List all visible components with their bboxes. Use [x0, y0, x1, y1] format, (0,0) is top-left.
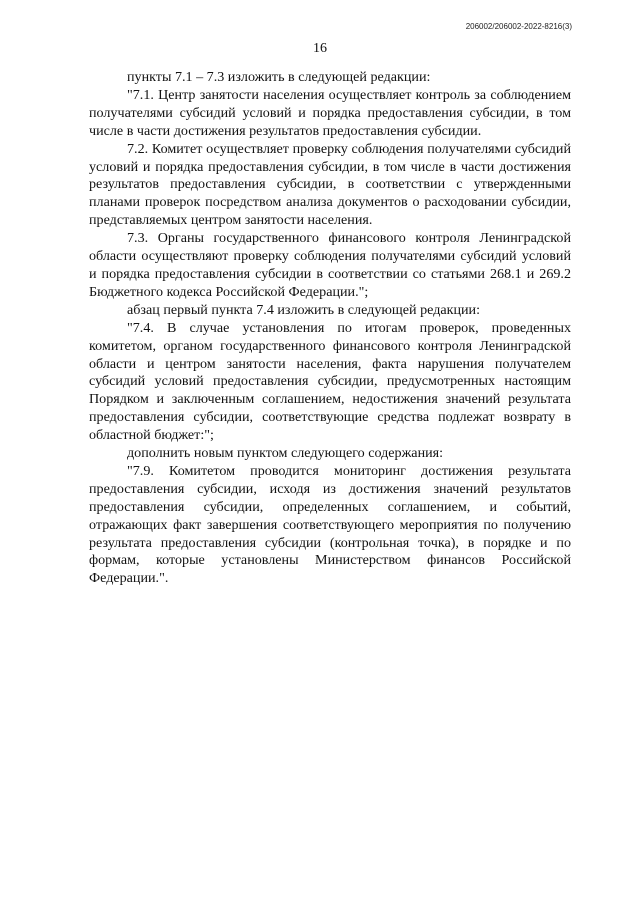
paragraph-7-1: "7.1. Центр занятости населения осуществляет контроль за соблюдением получателями субсидий условий и порядка предоставления субсидии, в том числе в части достижения результатов предоставления субсидии. — [89, 86, 571, 139]
paragraph-7-2: 7.2. Комитет осуществляет проверку соблюдения получателями субсидий условий и порядка предоставления субсидии, в том числе в части достижения результатов предоставления субсидии, в соответствии с утвержденными планами проверок посредством анализа документов о расходовании субсидии, представляемых центром занятости населения. — [89, 140, 571, 229]
paragraph-7-3: 7.3. Органы государственного финансового контроля Ленинградской области осуществляют проверку соблюдения получателями субсидий условий и порядка предоставления субсидии в соответствии со статьями 268.1 и 269.2 Бюджетного кодекса Российской Федерации."; — [89, 230, 571, 300]
document-body — [89, 69, 571, 588]
paragraph-intro-7-1-7-3: пункты 7.1 – 7.3 изложить в следующей редакции: — [127, 69, 431, 85]
paragraph-7-9: "7.9. Комитетом проводится мониторинг достижения результата предоставления субсидии, исходя из достижения значений результатов предоставления субсидии, определенных соглашением, и событий, отражающих факт завершения соответствующего мероприятия по получению результата предоставления субсидии (контрольная точка), в порядке и по формам, которые установлены Министерством финансов Российской Федерации.". — [89, 462, 571, 587]
paragraph-7-4: "7.4. В случае установления по итогам проверок, проведенных комитетом, органом государственного финансового контроля Ленинградской области и центром занятости населения, факта нарушения получателем субсидий условий предоставления субсидии, предусмотренных настоящим Порядком и заключенным соглашением, недостижения значений результата предоставления субсидии, соответствующие средства подлежат возврату в областной бюджет:"; — [89, 319, 571, 444]
page-number: 16 — [313, 41, 327, 56]
document-id: 206002/206002-2022-8216(3) — [465, 22, 572, 31]
paragraph-intro-7-4: абзац первый пункта 7.4 изложить в следующей редакции: — [127, 301, 481, 318]
paragraph-intro-7-9: дополнить новым пунктом следующего содержания: — [127, 445, 444, 462]
